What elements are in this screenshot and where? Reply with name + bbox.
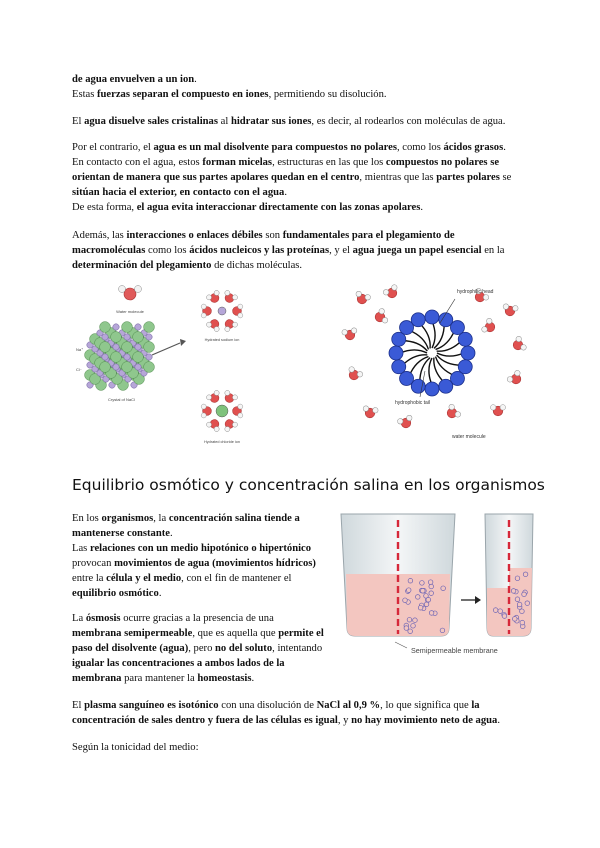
solute-particle (426, 597, 431, 602)
water-molecule (397, 414, 415, 430)
plain-text: de dichas moléculas. (211, 260, 303, 271)
sodium-ion (102, 334, 108, 340)
solute-particle (511, 589, 516, 594)
water-molecule-label: Water molecule (116, 309, 144, 314)
bold-text: ácidos nucleicos y las proteínas (189, 245, 330, 256)
paragraph-nonpolar-micelles (72, 140, 528, 215)
bold-text: agua disuelve sales cristalinas (84, 116, 218, 127)
bold-text: orientan de manera que sus partes apolares quedan en el centro (72, 172, 360, 183)
plain-text: Además, las (72, 230, 127, 241)
water-molecule (206, 317, 223, 333)
water-molecule (233, 404, 243, 418)
text-line (72, 700, 480, 711)
bold-text: no del soluto (215, 643, 273, 654)
bold-text: la (471, 700, 480, 711)
hydrophilic-head (439, 379, 453, 393)
solute-particle (411, 623, 416, 628)
plain-text: El (72, 116, 85, 127)
hydrophilic-head (425, 310, 439, 324)
solute-particle (406, 588, 411, 593)
plain-text: son (262, 230, 283, 241)
solute-particle (413, 618, 418, 623)
solute-particle (420, 581, 425, 586)
plain-text: . (194, 74, 197, 85)
plain-text: entre la (72, 573, 107, 584)
paragraph-tonicity (72, 740, 528, 755)
solute-particle (520, 609, 525, 614)
bold-text: compuestos no polares se (385, 157, 500, 168)
bold-text: interacciones o enlaces débiles (126, 230, 263, 241)
text-line (72, 588, 161, 599)
hydrophobic-tail (402, 355, 427, 365)
bold-text: homeostasis (197, 673, 252, 684)
plain-text: . (497, 715, 500, 726)
text-line: Según la tonicidad del medio: (72, 742, 199, 753)
water-molecule-icon (119, 286, 142, 301)
plain-text: . (284, 187, 287, 198)
solute-particle (502, 614, 507, 619)
text-line (72, 715, 500, 726)
plain-text: , pero (188, 643, 216, 654)
text-line (72, 230, 455, 241)
cl-label: Cl⁻ (76, 367, 82, 372)
chloride-ion (100, 342, 111, 353)
solute-particle (407, 617, 412, 622)
text-line (72, 643, 322, 654)
hydrated-chloride-label: Hydrated chloride ion (204, 440, 240, 444)
solute-particle (408, 578, 413, 583)
solute-particle (403, 598, 408, 603)
nacl-dissolution-figure (72, 283, 272, 448)
solute-particle (428, 580, 433, 585)
plain-text: . (503, 142, 506, 153)
plain-text: . (169, 528, 173, 539)
sodium-ion (124, 334, 130, 340)
solute-particle (429, 591, 434, 596)
bold-text: movimientos de agua (movimientos hídricos) (114, 558, 316, 569)
text-line (72, 116, 505, 127)
water-molecule-label: water molecule (452, 434, 486, 440)
chloride-ion (122, 342, 133, 353)
bold-text: concentración salina tiende a (168, 513, 300, 524)
paragraph-osmosis (72, 611, 344, 686)
sodium-ion (102, 354, 108, 360)
text-line (72, 187, 287, 198)
plain-text: provocan (72, 558, 115, 569)
text-line (72, 157, 499, 168)
water-molecule (201, 404, 211, 418)
chloride-ion (144, 362, 155, 373)
plain-text: con una disolución de (218, 700, 317, 711)
crystal-label: Crystal of NaCl (108, 397, 135, 402)
solute-particle (493, 608, 498, 613)
hydrophilic-head (461, 346, 475, 360)
sodium-ion (135, 344, 141, 350)
beaker-before (341, 514, 455, 636)
solute-particle (424, 602, 429, 607)
plain-text: se (499, 172, 512, 183)
water-molecule (221, 389, 238, 405)
text-line (72, 543, 311, 554)
plain-text: Estas (72, 89, 98, 100)
solute-particle (418, 605, 423, 610)
ion (216, 405, 228, 417)
chloride-ion (133, 332, 144, 343)
arrow-icon (461, 596, 481, 604)
hydrated-sodium-label: Hydrated sodium ion (204, 338, 240, 342)
sodium-ion (135, 364, 141, 370)
bold-text: de agua envuelven a un ion (72, 74, 195, 85)
bold-text: concentración de sales dentro y fuera de las células es igual (72, 715, 338, 726)
svg-text:hydrophobic tail: hydrophobic tail (395, 400, 431, 406)
bold-text: ósmosis (85, 613, 121, 624)
sodium-ion (135, 324, 141, 330)
hydrated-chloride-ion (201, 389, 243, 432)
bold-text: mantenerse constante (72, 528, 170, 539)
water-molecule (221, 417, 238, 433)
paragraph-ion-dissolution (72, 72, 528, 102)
water-molecule (206, 389, 223, 405)
beaker-after (485, 514, 533, 636)
solute-particle (429, 611, 434, 616)
solute-particle (525, 601, 530, 606)
solute-particle (404, 626, 409, 631)
hydrophilic-head (389, 346, 403, 360)
hydrophobic-tail (432, 321, 435, 348)
plain-text: El (72, 700, 85, 711)
water-molecule (481, 317, 498, 336)
hydrophilic-head (458, 332, 472, 346)
plain-text: para mantener la (121, 673, 198, 684)
text-line (72, 245, 505, 256)
plain-text: , como los (396, 142, 444, 153)
solute-particle (429, 584, 434, 589)
plain-text: , lo que significa que (380, 700, 472, 711)
micelle (389, 310, 475, 396)
water-molecule (221, 289, 238, 305)
chloride-ion (100, 322, 111, 333)
hydrophobic-tail (429, 358, 432, 385)
solute-particle (517, 602, 522, 607)
arrow-icon (152, 339, 186, 355)
chloride-ion (144, 322, 155, 333)
bold-text: agua juega un papel esencial (352, 245, 482, 256)
plain-text: , y el (329, 245, 353, 256)
plain-text: . (420, 202, 424, 213)
bold-text: NaCl al 0,9 % (316, 700, 381, 711)
paragraph-salt-hydration (72, 114, 528, 129)
bold-text: hidratar sus iones (230, 116, 312, 127)
sodium-ion (124, 354, 130, 360)
paragraph-folding (72, 228, 528, 273)
paragraph-saline-concentration (72, 511, 344, 601)
plain-text: al (217, 116, 231, 127)
sodium-ion (146, 334, 152, 340)
plain-text: , mientras que las (359, 172, 437, 183)
bold-text: agua es un mal disolvente para compuestos no polares (153, 142, 397, 153)
plain-text: En contacto con el agua, estos (72, 157, 203, 168)
na-label: Na⁺ (76, 347, 84, 352)
chloride-ion (111, 332, 122, 343)
svg-text:hydrophilic head: hydrophilic head (457, 289, 494, 295)
solute-particle (420, 588, 425, 593)
text-line (72, 142, 506, 153)
sodium-ion (113, 324, 119, 330)
bold-text: partes polares (436, 172, 500, 183)
plain-text: , intentando (272, 643, 323, 654)
chloride-ion (144, 342, 155, 353)
hydrophobic-tail (409, 330, 428, 349)
chloride-ion (100, 362, 111, 373)
plain-text: Las (72, 543, 90, 554)
bold-text: no hay movimiento neto de agua (351, 715, 498, 726)
bold-text: membrana semipermeable (72, 628, 193, 639)
water-molecule (362, 405, 379, 419)
plain-text: , que es aquella que (192, 628, 279, 639)
water-molecule (345, 366, 364, 383)
plain-text: , con el fin de mantener el (181, 573, 292, 584)
water-molecules (341, 284, 527, 430)
bold-text: macromoléculas (72, 245, 146, 256)
hydrated-sodium-ion (201, 289, 243, 332)
solute-particle (515, 597, 520, 602)
water-molecule (201, 304, 211, 318)
solute-particle (512, 617, 517, 622)
solute-particle (515, 576, 520, 581)
plain-text: como los (145, 245, 190, 256)
hydrophilic-head (392, 360, 406, 374)
hydrophobic-tail (436, 357, 455, 376)
bold-text: permite el (278, 628, 324, 639)
solute-particle (408, 629, 413, 634)
bold-text: plasma sanguíneo es isotónico (84, 700, 219, 711)
plain-text: , es decir, al rodearlos con moléculas de agua. (311, 116, 506, 127)
semipermeable-membrane-label: Semipermeable membrane (411, 646, 498, 655)
plain-text: , permitiendo su disolución. (268, 89, 387, 100)
plain-text: ocurre gracias a la presencia de una (120, 613, 274, 624)
water-molecule (510, 335, 527, 354)
text-line (72, 260, 302, 271)
bold-text: igualar las concentraciones a ambos lados de la (72, 658, 285, 669)
plain-text: , la (153, 513, 169, 524)
solute-particle (520, 620, 525, 625)
bold-text: organismos (101, 513, 154, 524)
hydrophobic-tail (436, 330, 455, 349)
text-line (72, 558, 316, 569)
text-line (72, 513, 300, 524)
text-line (72, 573, 291, 584)
water-molecule (490, 405, 505, 416)
hydrophobic-tail (434, 358, 444, 383)
ion (218, 307, 226, 315)
hydrophobic-tail (409, 357, 428, 376)
nacl-crystal (85, 322, 155, 391)
water-molecule (206, 289, 223, 305)
bold-text: membrana (72, 673, 122, 684)
chloride-ion (122, 362, 133, 373)
hydrophobic-tail (400, 350, 427, 353)
sodium-ion (113, 364, 119, 370)
chloride-ion (122, 322, 133, 333)
solute-particle (441, 586, 446, 591)
plain-text: . (251, 673, 255, 684)
water-molecule (206, 417, 223, 433)
solute-particle (498, 609, 503, 614)
bold-text: fundamentales para el plegamiento de (282, 230, 455, 241)
text-line (72, 89, 387, 100)
plain-text: La (72, 613, 86, 624)
water-molecule (221, 317, 238, 333)
text-line (72, 74, 197, 85)
text-line (72, 202, 423, 213)
plain-text: , y (337, 715, 352, 726)
osmosis-figure (335, 508, 535, 668)
section-heading: Equilibrio osmótico y concentración salina en los organismos (72, 476, 545, 494)
water-molecule (373, 308, 389, 326)
chloride-ion (133, 352, 144, 363)
water-molecule (502, 303, 519, 317)
text-line (72, 673, 254, 684)
hydrophobic-tail (437, 353, 464, 356)
plain-text: Por el contrario, el (72, 142, 154, 153)
chloride-ion (111, 352, 122, 363)
water-molecule (341, 327, 358, 341)
plain-text: . (158, 588, 162, 599)
text-line (72, 628, 324, 639)
bold-text: forman micelas (202, 157, 273, 168)
hydrophobic-tail (437, 341, 462, 351)
sodium-ion (146, 354, 152, 360)
bold-text: el agua evita interaccionar directamente con las zonas apolares (136, 202, 421, 213)
plain-text: En los (72, 513, 102, 524)
text-line (72, 172, 511, 183)
bold-text: fuerzas separan el compuesto en iones (97, 89, 269, 100)
water-molecule (443, 403, 461, 422)
bold-text: ácidos grasos (443, 142, 504, 153)
micelle-figure (340, 283, 530, 443)
plain-text: , estructuras en las que los (272, 157, 386, 168)
text-line (72, 658, 285, 669)
bold-text: relaciones con un medio hipotónico o hipertónico (89, 543, 312, 554)
water-molecule (353, 290, 371, 306)
solute-particle (523, 572, 528, 577)
bold-text: célula y el medio (106, 573, 182, 584)
plain-text: De esta forma, (72, 202, 137, 213)
bold-text: equilibrio osmótico (72, 588, 159, 599)
bold-text: paso del disolvente (agua) (72, 643, 189, 654)
bold-text: sitúan hacia el exterior, en contacto con el agua (72, 187, 285, 198)
plain-text: en la (481, 245, 505, 256)
solute-particle (415, 595, 420, 600)
solute-particle (522, 592, 527, 597)
water-molecule (506, 369, 525, 387)
solute-particle (440, 628, 445, 633)
water-molecule (233, 304, 243, 318)
sodium-ion (113, 344, 119, 350)
text-line (72, 528, 173, 539)
hydrophilic-head (425, 382, 439, 396)
hydrophobic-tail (420, 323, 430, 348)
bold-text: determinación del plegamiento (72, 260, 212, 271)
text-line (72, 613, 274, 624)
hydrophilic-head (411, 313, 425, 327)
paragraph-isotonic-plasma (72, 698, 528, 728)
water-molecule (382, 284, 401, 301)
